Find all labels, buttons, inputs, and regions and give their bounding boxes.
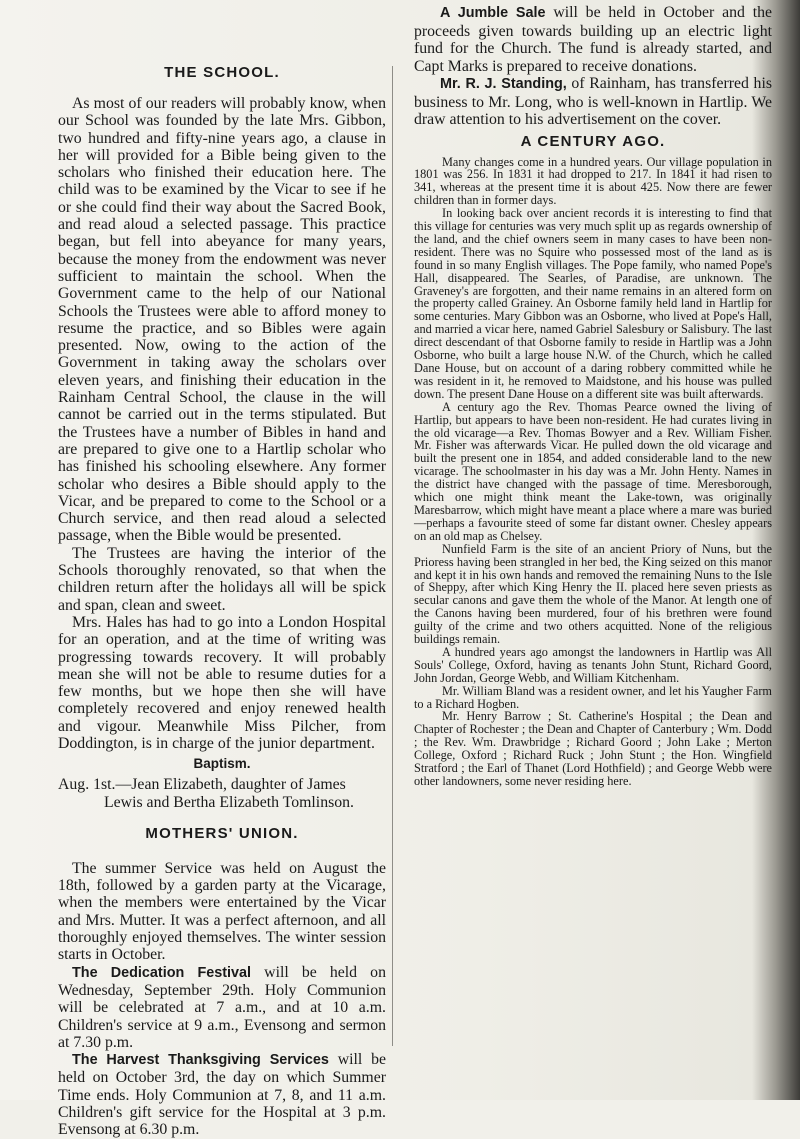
century-paragraph-6: Mr. William Bland was a resident owner, and let his Yaugher Farm to a Richard Hogben. bbox=[414, 683, 772, 711]
dedication-festival-paragraph bbox=[58, 964, 386, 1051]
baptism-line-2: Lewis and Bertha Elizabeth Tomlinson. bbox=[104, 793, 354, 811]
left-column bbox=[58, 0, 386, 1139]
standing-lead: Mr. R. J. Standing, bbox=[440, 76, 567, 92]
standing-text: of Rainham, has transferred his business to Mr. Long, who is well-known in Hartlip. We draw attention to his advertisement on the cover. bbox=[414, 75, 772, 128]
dedication-festival-lead: The Dedication Festival bbox=[72, 964, 252, 981]
school-heading: THE SCHOOL. bbox=[164, 64, 280, 81]
century-paragraph-4: Nunfield Farm is the site of an ancient Priory of Nuns, but the Prioress having been strangled in her bed, the King seized on this manor and kept it in his own hands and removed the remaining Nuns to the Isle of Sheppy, after which King Henry the II. placed here seven priests as secular canons and gave them the whole of the Manor. At length one of the Canons having been murdered, four of his brethren were found guilty of the crime and two others acquitted. None of the religious buildings remain. bbox=[414, 541, 772, 647]
harvest-thanksgiving-lead: The Harvest Thanksgiving Services bbox=[72, 1052, 329, 1069]
century-paragraph-1: Many changes come in a hundred years. Our village population in 1801 was 256. In 1831 it had dropped to 217. In 1841 it had risen to 341, whereas at the present time it is about 425. Now there are fewer children than in former days. bbox=[414, 154, 772, 208]
mothers-union-heading: MOTHERS' UNION. bbox=[145, 824, 299, 842]
standing-paragraph bbox=[414, 75, 772, 129]
school-paragraph-2: The Trustees are having the interior of the Schools thoroughly renovated, so that when the children return after the holidays all will be spick and span, clean and sweet. bbox=[58, 544, 386, 614]
school-paragraph-1: As most of our readers will probably know, when our School was founded by the late Mrs. Gibbon, two hundred and fifty-nine years ago, a clause in her will provided for a Bible being given to the scholars who finished their education here. The child was to be examined by the Vicar to see if he or she could find their way about the Sacred Book, and read aloud a selected passage. This practice began, but fell into abeyance for many years, because the money from the endowment was never sufficient to maintain the school. When the Government came to the help of our National Schools the Trustees were able to afford money to resume the practice, and so Bibles were again presented. Now, owing to the action of the Government in taking away the scholars over eleven years, and finishing their education in the Rainham Central School, the clause in the will cannot be carried out in the terms stipulated. But the Trustees have a number of Bibles in hand and are prepared to give one to a Hartlip scholar who has finished his schooling elsewhere. Any former scholar who desires a Bible should apply to the Vicar, and be prepared to come to the School or a Church service, and then read aloud a selected passage, when the Bible would be presented. bbox=[58, 95, 386, 545]
school-paragraph-3: Mrs. Hales has had to go into a London Hospital for an operation, and at the time of writing was progressing towards recovery. It will probably mean she will not be able to resume duties for a few months, but we hope then she will have completely recovered and enjoy renewed health and vigour. Meanwhile Miss Pilcher, from Doddington, is in charge of the junior department. bbox=[58, 613, 386, 752]
jumble-sale-paragraph bbox=[414, 4, 772, 75]
century-ago-heading: A CENTURY AGO. bbox=[520, 132, 666, 150]
jumble-sale-text: will be held in October and the proceeds given towards building up an electric light fund for the Church. The fund is already started, and Capt Marks is prepared to receive donations. bbox=[414, 4, 772, 75]
century-paragraph-5: A hundred years ago amongst the landowners in Hartlip was All Souls' College, Oxford, having as tenants John Stunt, Richard Goord, John Jordan, George Webb, and William Kitchenham. bbox=[414, 644, 772, 685]
baptism-entry bbox=[58, 776, 386, 811]
column-divider bbox=[392, 66, 393, 1046]
century-paragraph-3: A century ago the Rev. Thomas Pearce owned the living of Hartlip, but appears to have been non-resident. He had curates living in the old vicarage—a Rev. Thomas Bowyer and a Rev. William Fisher. Mr. Fisher was afterwards Vicar. He pulled down the old vicarage and built the present one in 1854, and added considerable land to the new vicarage. The schoolmaster in his day was a Mr. John Henty. Names in the district have changed with the passage of time. Meresborough, which one might think meant the Lake-town, was originally Maresbarrow, which might have meant a place where a mare was buried—perhaps a favourite steed of some far distant owner. Chesley appears on an old map as Chelsey. bbox=[414, 399, 772, 543]
jumble-sale-lead: A Jumble Sale bbox=[440, 5, 546, 21]
right-column bbox=[414, 0, 772, 788]
harvest-thanksgiving-text: will be held on October 3rd, the day on which Summer Time ends. Holy Communion at 7, 8, and 11 a.m. Children's gift service for the Hospital at 3 p.m. Evensong at 6.30 p.m. bbox=[58, 1051, 386, 1139]
century-paragraph-2: In looking back over ancient records it is interesting to find that this village for centuries was very much split up as regards ownership of the land, and the chief owners seem in many cases to have been non-resident. There was no Squire who possessed most of the land as is found in so many English villages. The Pope family, who named Pope's Hall, disappeared. The Searles, of Paradise, are unknown. The Graveney's are forgotten, and their name remains in an altered form on the property called Grainey. An Osborne family held land in Hartlip for some centuries. Mary Gibbon was an Osborne, who lived at Pope's Hall, and married a vicar here, named Gabriel Salesbury or Salisbury. The last direct descendant of that Osborne family to reside in Hartlip was a John Osborne, who built a large house N.W. of the Church, which he called Dane House, but on account of a daring robbery committed while he was resident in it, he removed to Maidstone, and his house was pulled down. The present Dane House on a different site was built afterwards. bbox=[414, 206, 772, 401]
dedication-festival-text: will be held on Wednesday, September 29th. Holy Communion will be celebrated at 7 a.m., and at 10 a.m. Children's service at 9 a.m., Evensong and sermon at 7.30 p.m. bbox=[58, 963, 386, 1051]
century-paragraph-7: Mr. Henry Barrow ; St. Catherine's Hospital ; the Dean and Chapter of Rochester ; the Dean and Chapter of Canterbury ; Wm. Dodd ; the Rev. Wm. Drawbridge ; Richard Goord ; John Lake ; Merton College, Oxford ; Richard Ruck ; John Stunt ; the Hon. Wingfield Stratford ; the Earl of Thanet (Lord Hothfield) ; and George Webb were other landowners, some never residing here. bbox=[414, 709, 772, 788]
baptism-heading: Baptism. bbox=[193, 756, 251, 772]
harvest-thanksgiving-paragraph bbox=[58, 1051, 386, 1138]
mothers-union-paragraph: The summer Service was held on August the 18th, followed by a garden party at the Vicarage, when the members were entertained by the Vicar and Mrs. Mutter. It was a perfect afternoon, and all thoroughly enjoyed themselves. The winter session starts in October. bbox=[58, 859, 386, 964]
baptism-line-1: Aug. 1st.—Jean Elizabeth, daughter of James bbox=[58, 776, 346, 794]
